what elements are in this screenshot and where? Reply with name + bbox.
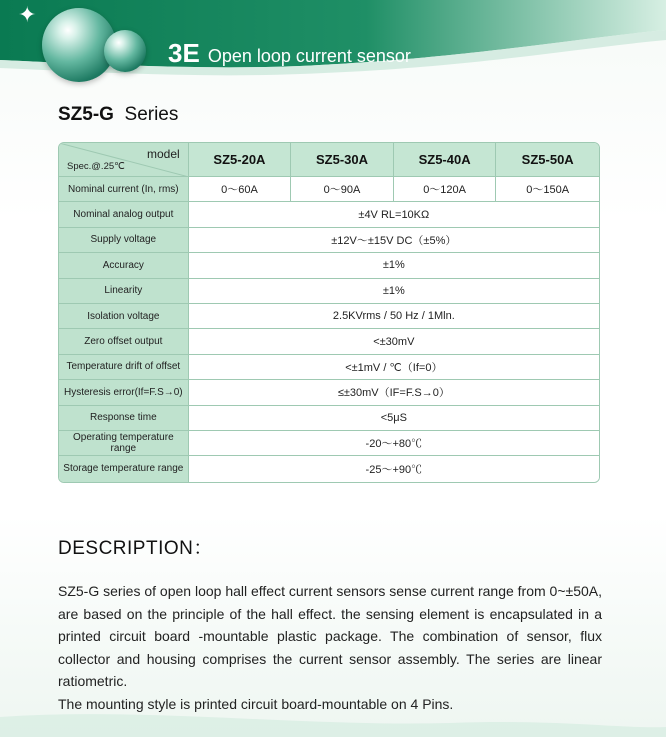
- model-header-30a: SZ5-30A: [291, 143, 394, 177]
- section-code: 3E: [168, 38, 200, 68]
- table-row: [59, 279, 599, 304]
- row-label: Linearity: [59, 279, 189, 304]
- table-row: [59, 431, 599, 456]
- corner-model-label: model: [146, 147, 180, 161]
- row-label: Storage temperature range: [59, 456, 189, 481]
- row-label: Operating temperature range: [59, 431, 189, 456]
- cell-value: ≤±30mV（IF=F.S→0）: [189, 380, 599, 405]
- series-label: Series: [124, 104, 179, 125]
- row-label: Nominal analog output: [59, 202, 189, 227]
- model-header-40a: SZ5-40A: [394, 143, 497, 177]
- cell-value: 0～90A: [291, 177, 394, 202]
- footer-wave: [0, 677, 666, 737]
- model-header-20a: SZ5-20A: [189, 143, 292, 177]
- cell-value: ±1%: [189, 279, 599, 304]
- decorative-sphere-small: [104, 30, 146, 72]
- row-label: Temperature drift of offset: [59, 355, 189, 380]
- table-row: [59, 406, 599, 431]
- table-row: [59, 253, 599, 278]
- cell-value: 0～120A: [394, 177, 497, 202]
- model-header-50a: SZ5-50A: [496, 143, 599, 177]
- cell-value: ±1%: [189, 253, 599, 278]
- cell-value: 2.5KVrms / 50 Hz / 1Mln.: [189, 304, 599, 329]
- table-row: [59, 329, 599, 354]
- description-paragraph: SZ5-G series of open loop hall effect current sensors sense current range from 0~±50A, are based on the principle of the hall effect. the sensing element is encapsulated in a printed circuit board -mountable plastic package. The combination of sensor, flux collector and housing comprises the current sensor assembly. The series are linear ratiometric.: [58, 583, 602, 690]
- corner-spec-label: Spec.@.25℃: [67, 161, 125, 172]
- row-label: Hysteresis error(If=F.S→0): [59, 380, 189, 405]
- table-row: [59, 228, 599, 253]
- table-row: [59, 202, 599, 227]
- spec-table: [58, 142, 600, 483]
- section-title: Open loop current sensor: [207, 46, 411, 66]
- page-header-title: [168, 38, 411, 66]
- table-row: [59, 456, 599, 481]
- series-code: SZ5-G: [58, 104, 114, 125]
- series-heading: [58, 104, 178, 126]
- cell-value: -20～+80℃: [189, 431, 599, 456]
- row-label: Isolation voltage: [59, 304, 189, 329]
- cell-value: <±1mV / ℃（If=0）: [189, 355, 599, 380]
- description-heading: DESCRIPTION：: [58, 538, 213, 559]
- row-label: Accuracy: [59, 253, 189, 278]
- row-label: Response time: [59, 406, 189, 431]
- cell-value: 0～60A: [189, 177, 292, 202]
- description-paragraph: The mounting style is printed circuit board-mountable on 4 Pins.: [58, 695, 454, 712]
- table-row: [59, 177, 599, 202]
- cell-value: 0～150A: [496, 177, 599, 202]
- cell-value: ±4V RL=10KΩ: [189, 202, 599, 227]
- table-row: [59, 380, 599, 405]
- table-row: [59, 304, 599, 329]
- cell-value: ±12V～±15V DC（±5%）: [189, 228, 599, 253]
- cell-value: <5μS: [189, 406, 599, 431]
- row-label: Supply voltage: [59, 228, 189, 253]
- row-label: Zero offset output: [59, 329, 189, 354]
- row-label: Nominal current (In, rms): [59, 177, 189, 202]
- table-corner-cell: [59, 143, 189, 177]
- cell-value: <±30mV: [189, 329, 599, 354]
- table-row: [59, 355, 599, 380]
- table-header-row: [59, 143, 599, 177]
- sparkle-icon: ✦: [18, 2, 37, 27]
- cell-value: -25～+90℃: [189, 456, 599, 481]
